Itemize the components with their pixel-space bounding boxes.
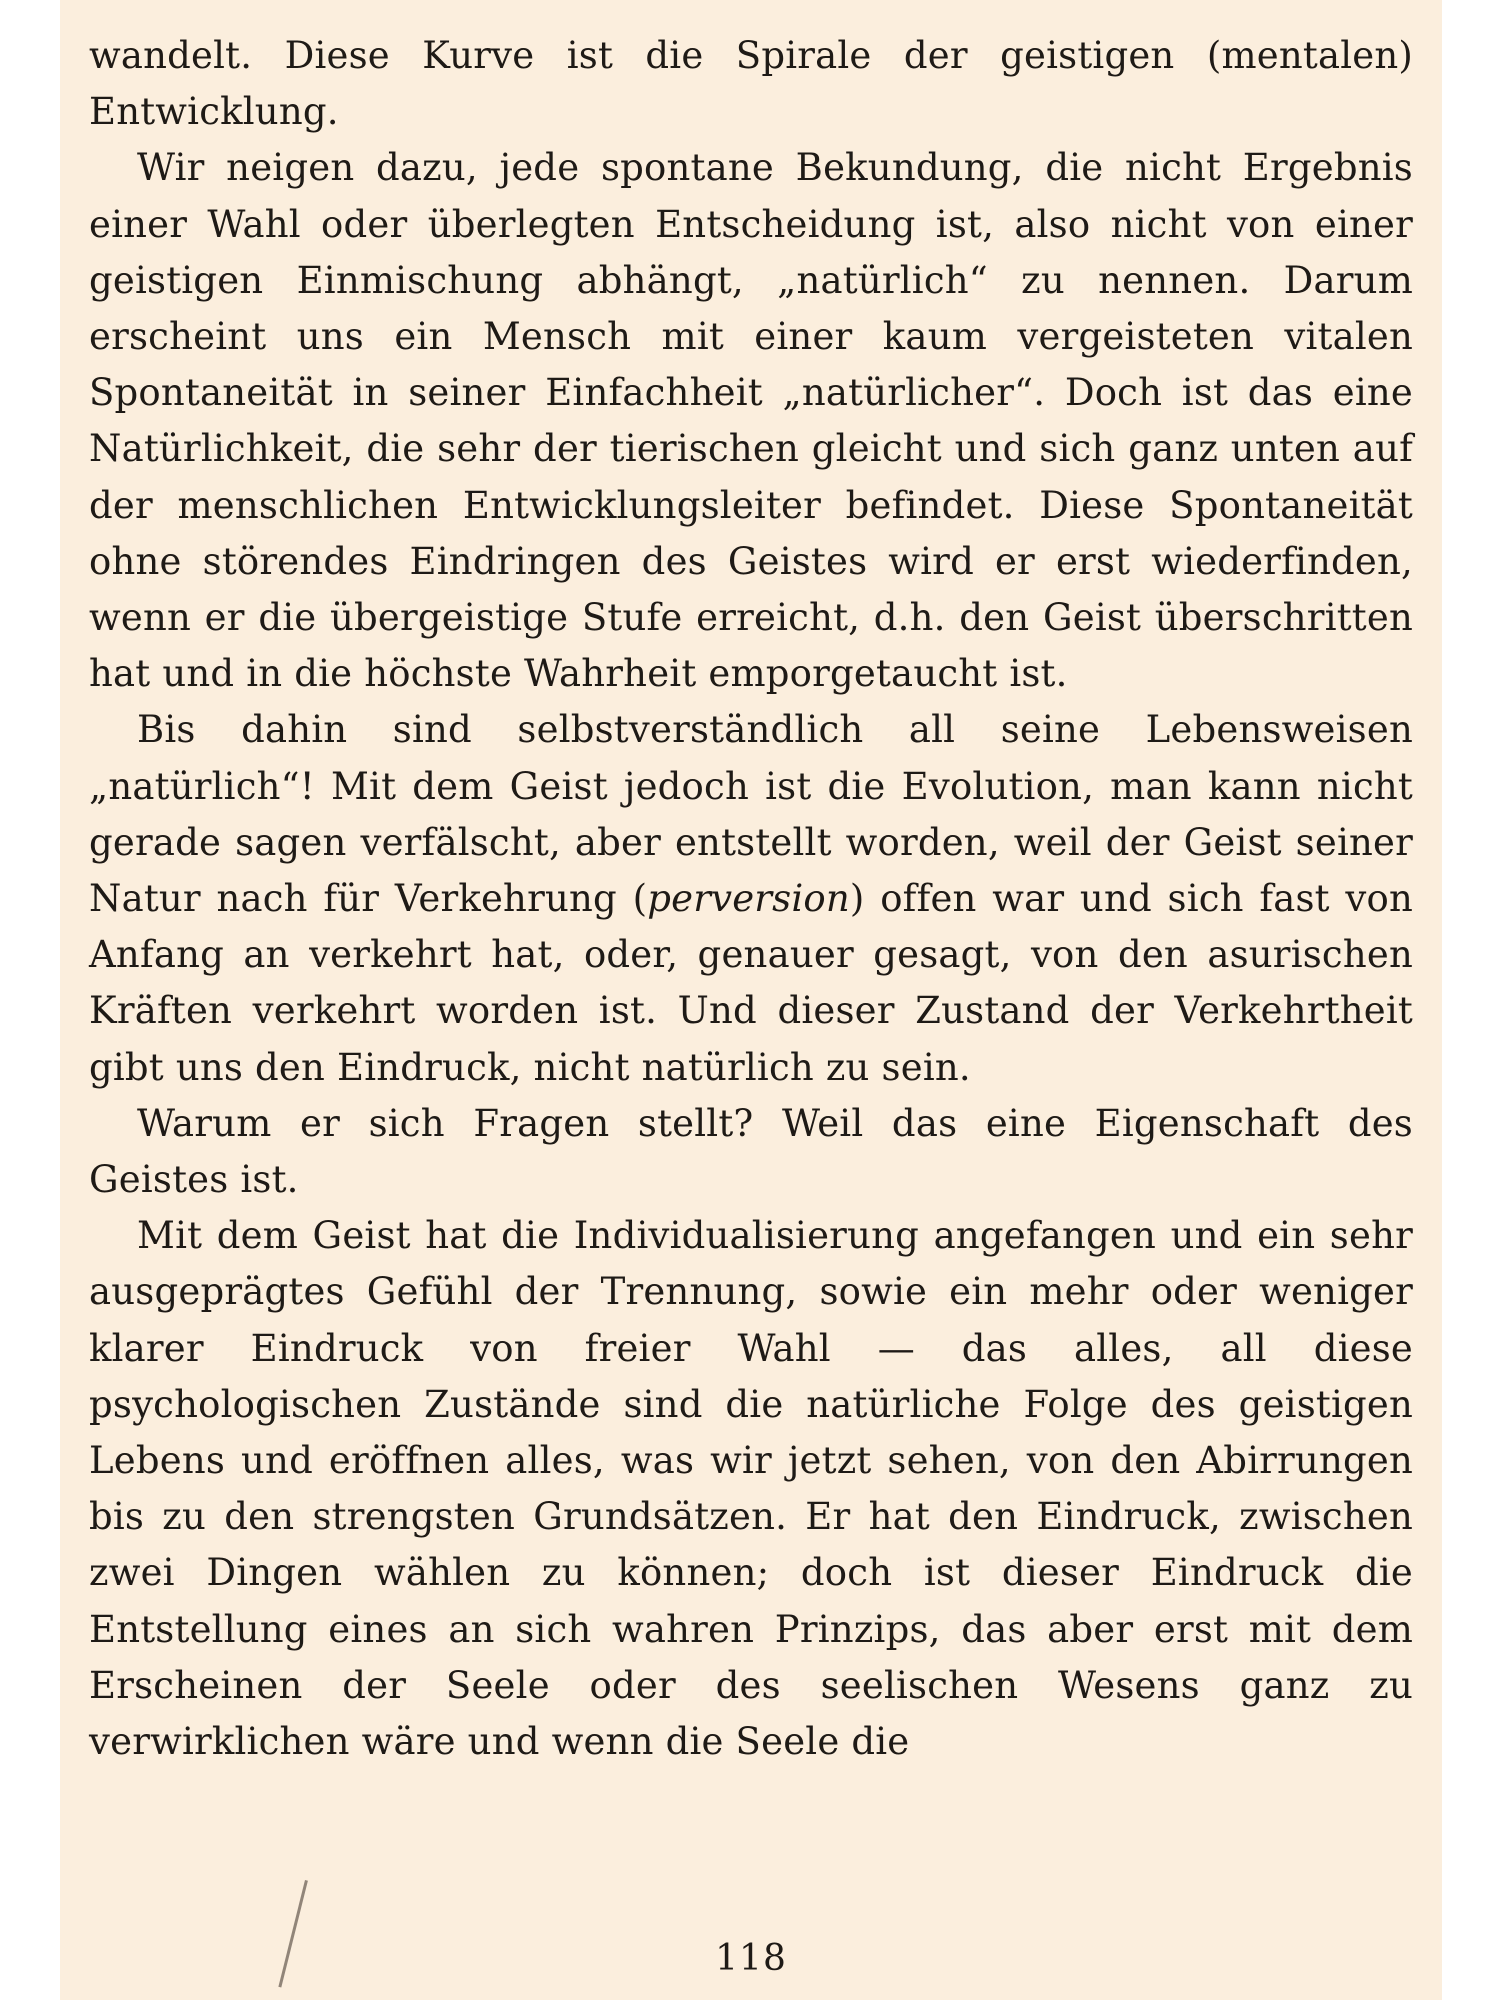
paragraph-continued: wandelt. Diese Kurve ist die Spirale der geistigen (mentalen) Entwicklung. [89,34,1413,134]
paragraph-text-after: ) offen war und sich fast von Anfang an verkehrt hat, oder, genauer gesagt, von den asurischen Kräften verkehrt worden ist. Und dieser Zustand der Verkehrtheit gibt uns den Eindruck, nicht natürlich zu sein. [89,877,1414,1089]
italic-term-perversion: perversion [647,877,850,921]
page-number: 118 [715,1938,787,1979]
paragraph-individualisation: Mit dem Geist hat die Individualisierung angefangen und ein sehr ausgeprägtes Gefühl der Trennung, sowie ein mehr oder weniger klarer Eindruck von freier Wahl — das alles, all diese psychologischen Zustände sind die natürliche Folge des geistigen Lebens und eröffnen alles, was wir jetzt sehen, von den Abirrungen bis zu den strengsten Grundsätzen. Er hat den Eindruck, zwischen zwei Dingen wählen zu können; doch ist dieser Eindruck die Entstellung eines an sich wahren Prinzips, das aber erst mit dem Erscheinen der Seele oder des seelischen Wesens ganz zu verwirklichen wäre und wenn die Seele die [89,1214,1413,1764]
book-page [60,0,1442,2000]
paragraph-evolution-distortion [89,702,1413,1095]
paragraph-questions: Warum er sich Fragen stellt? Weil das eine Eigenschaft des Geistes ist. [89,1101,1413,1202]
paragraph-text-before: Bis dahin sind selbstverständlich all seine Lebensweisen „natürlich“! Mit dem Geist jedoch ist die Evolution, man kann nicht gerade sagen verfälscht, aber entstellt worden, weil der Geist seiner Natur nach für Verkehrung ( [89,708,1413,921]
paragraph-natural-spontaneity: Wir neigen dazu, jede spontane Bekundung, die nicht Ergebnis einer Wahl oder überlegten Entscheidung ist, also nicht von einer geistigen Einmischung abhängt, „natürlich“ zu nennen. Darum erscheint uns ein Mensch mit einer kaum vergeisteten vitalen Spontaneität in seiner Einfachheit „natürlicher“. Doch ist das eine Natürlichkeit, die sehr der tierischen gleicht und sich ganz unten auf der menschlichen Entwicklungsleiter befindet. Diese Spontaneität ohne störendes Eindringen des Geistes wird er erst wiederfinden, wenn er die übergeistige Stufe erreicht, d.h. den Geist überschritten hat und in die höchste Wahrheit emporgetaucht ist. [89,146,1413,696]
body-text [89,28,1413,1770]
